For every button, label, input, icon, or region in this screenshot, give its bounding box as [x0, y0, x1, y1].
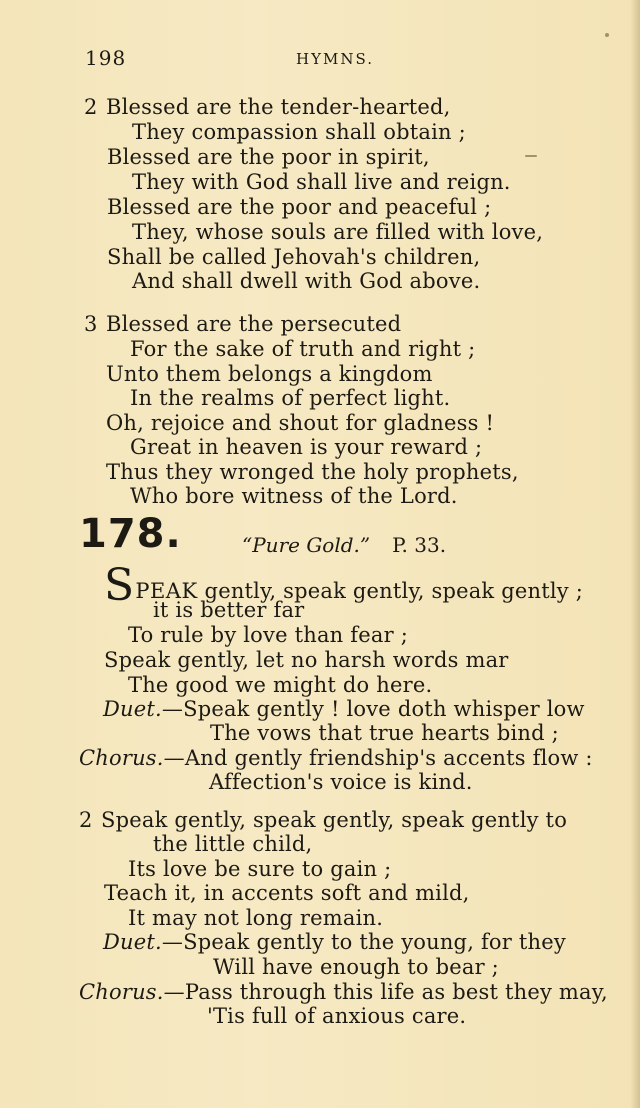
verse-line: Teach it, in accents soft and mild, [104, 881, 470, 905]
duet-line [103, 930, 566, 954]
verse-line-text: Blessed are the tender-hearted, [106, 95, 451, 119]
hymn-number: 178. [79, 511, 182, 557]
verse-line: Its love be sure to gain ; [128, 857, 392, 881]
page-header [0, 46, 640, 76]
verse-line-text: gently, speak gently, speak gently ; [197, 579, 583, 603]
running-head: HYMNS. [296, 50, 374, 68]
verse-line: The good we might do here. [128, 673, 433, 697]
verse-line: Thus they wronged the holy prophets, [106, 460, 519, 484]
verse-line: Unto them belongs a kingdom [106, 362, 433, 386]
small-caps-word: PEAK [135, 579, 198, 603]
verse-line: The vows that true hearts bind ; [210, 721, 559, 745]
page-edge-shadow [630, 0, 640, 1108]
verse-number: 2 [79, 808, 93, 832]
verse-line: They with God shall live and reign. [132, 170, 511, 194]
chorus-label: Chorus. [79, 980, 164, 1004]
paper-speck [525, 155, 537, 157]
verse-line-text: —Speak gently ! love doth whisper low [161, 697, 585, 721]
duet-line [103, 697, 585, 721]
chorus-line [79, 980, 608, 1004]
verse-line-text: —Pass through this life as best they may, [163, 980, 608, 1004]
verse-line [84, 312, 401, 336]
verse-number: 2 [84, 95, 98, 119]
verse-line: In the realms of perfect light. [130, 386, 451, 410]
verse-line: Will have enough to bear ; [213, 955, 499, 979]
duet-label: Duet. [103, 697, 162, 721]
chorus-line [79, 746, 593, 770]
verse-line: 'Tis full of anxious care. [207, 1004, 467, 1028]
verse-line: Shall be called Jehovah's children, [107, 245, 481, 269]
verse-line: Great in heaven is your reward ; [130, 435, 483, 459]
verse-line: To rule by love than fear ; [128, 623, 408, 647]
verse-line: it is better far [153, 598, 305, 622]
verse-line [79, 808, 567, 832]
verse-line-text: Speak gently, speak gently, speak gently to [101, 808, 568, 832]
chorus-label: Chorus. [79, 746, 164, 770]
verse-line: the little child, [153, 832, 313, 856]
verse-line: Oh, rejoice and shout for gladness ! [106, 411, 495, 435]
verse-line-text: —And gently friendship's accents flow : [163, 746, 593, 770]
drop-cap: S [104, 560, 135, 611]
verse-line: Blessed are the poor in spirit, [107, 145, 430, 169]
verse-line: They compassion shall obtain ; [132, 120, 466, 144]
verse-line: Speak gently, let no harsh words mar [104, 648, 509, 672]
verse-line-text: Blessed are the persecuted [106, 312, 402, 336]
tune-page-reference: P. 33. [392, 533, 447, 557]
verse-line: Blessed are the poor and peaceful ; [107, 195, 492, 219]
verse-line-text: —Speak gently to the young, for they [161, 930, 566, 954]
verse-line: Affection's voice is kind. [209, 770, 473, 794]
verse-line: And shall dwell with God above. [132, 269, 481, 293]
duet-label: Duet. [103, 930, 162, 954]
verse-line: For the sake of truth and right ; [130, 337, 476, 361]
paper-speck [605, 33, 609, 37]
verse-line: Who bore witness of the Lord. [130, 484, 458, 508]
verse-line [84, 95, 451, 119]
verse-line: It may not long remain. [128, 906, 384, 930]
tune-name: “Pure Gold.” [242, 533, 371, 557]
tune-reference [242, 533, 446, 557]
verse-number: 3 [84, 312, 98, 336]
page-number: 198 [85, 46, 127, 70]
verse-line: They, whose souls are filled with love, [132, 220, 544, 244]
